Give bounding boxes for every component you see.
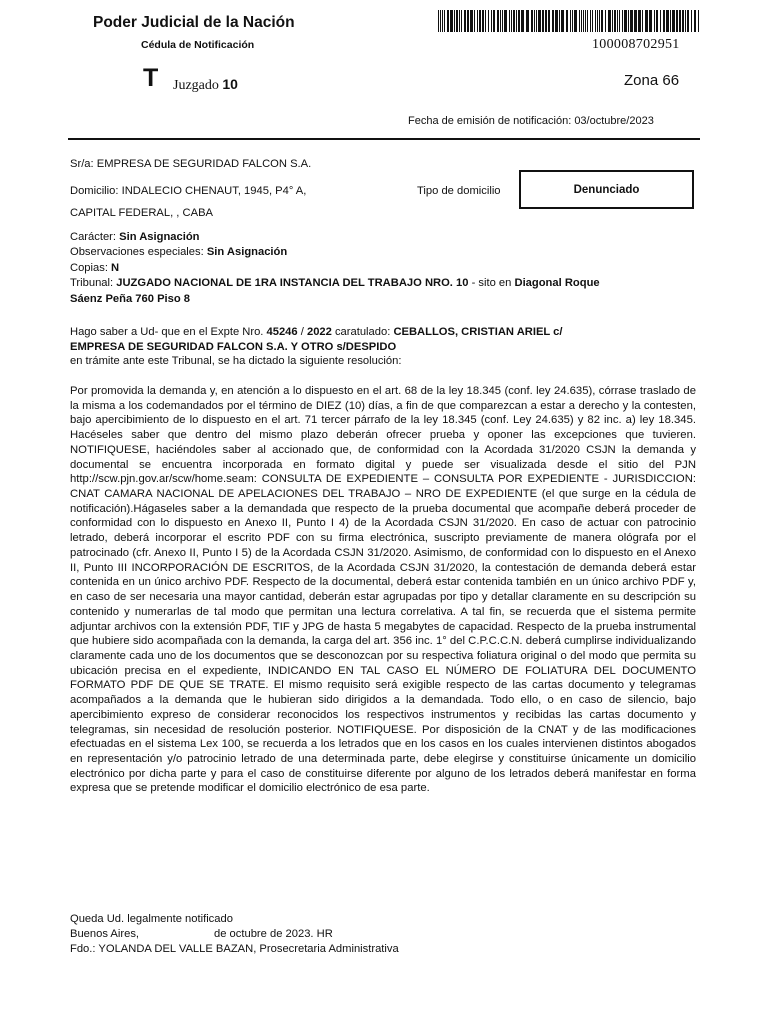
tribunal-value: JUZGADO NACIONAL DE 1RA INSTANCIA DEL TRABAJO NRO. 10 <box>116 277 469 289</box>
observaciones-value: Sin Asignación <box>206 246 288 258</box>
expediente-anio: 2022 <box>306 326 332 338</box>
recipient-ciudad: CAPITAL FEDERAL, , CABA <box>70 207 213 219</box>
expediente-sep: / <box>297 326 307 338</box>
recipient-name: Sr/a: EMPRESA DE SEGURIDAD FALCON S.A. <box>70 158 312 170</box>
caracter-value: Sin Asignación <box>119 231 200 243</box>
lugar-line: Buenos Aires, <box>70 928 140 940</box>
header-divider <box>68 138 700 140</box>
expediente-numero: 45246 <box>266 326 298 338</box>
tribunal-line <box>70 276 696 291</box>
caratula-part-2: EMPRESA DE SEGURIDAD FALCON S.A. Y OTRO s/DESPIDO <box>70 341 397 353</box>
tipo-domicilio-box <box>519 170 694 209</box>
tribunal-letter: T <box>143 64 159 92</box>
zona-label: Zona 66 <box>624 72 680 89</box>
caracter-label: Carácter: <box>70 231 120 243</box>
juzgado-number: 10 <box>222 76 238 92</box>
tribunal-label: Tribunal: <box>70 277 117 289</box>
caracter-line <box>70 230 200 245</box>
fecha-line: de octubre de 2023. HR <box>214 928 333 940</box>
notificado-line: Queda Ud. legalmente notificado <box>70 913 233 925</box>
juzgado-line <box>173 76 238 94</box>
copias-label: Copias: <box>70 262 112 274</box>
observaciones-label: Observaciones especiales: <box>70 246 207 258</box>
barcode-image <box>438 10 700 32</box>
expediente-intro: Hago saber a Ud- que en el Expte Nro. <box>70 326 267 338</box>
fecha-emision: Fecha de emisión de notificación: 03/octubre/2023 <box>408 115 654 127</box>
sito-value-cont: Sáenz Peña 760 Piso 8 <box>70 293 191 305</box>
copias-line <box>70 261 119 276</box>
document-type: Cédula de Notificación <box>141 39 255 51</box>
tribunal-address-cont <box>70 292 190 307</box>
tipo-domicilio-label: Tipo de domicilio <box>417 185 501 197</box>
copias-value: N <box>111 262 120 274</box>
institution-title: Poder Judicial de la Nación <box>93 14 295 31</box>
caratula-part-1: CEBALLOS, CRISTIAN ARIEL c/ <box>393 326 563 338</box>
recipient-domicilio: Domicilio: INDALECIO CHENAUT, 1945, P4° A, <box>70 185 307 197</box>
caratulado-label: caratulado: <box>331 326 394 338</box>
tipo-domicilio-value: Denunciado <box>573 183 640 196</box>
barcode-number: 100008702951 <box>592 37 680 52</box>
expediente-line <box>70 325 696 340</box>
tramite-line: en trámite ante este Tribunal, se ha dictado la siguiente resolución: <box>70 355 402 367</box>
caratula-cont <box>70 340 396 355</box>
sito-value: Diagonal Roque <box>514 277 600 289</box>
firma-line: Fdo.: YOLANDA DEL VALLE BAZAN, Prosecretaria Administrativa <box>70 943 399 955</box>
sito-label: - sito en <box>468 277 515 289</box>
resolution-text: Por promovida la demanda y, en atención a lo dispuesto en el art. 68 de la ley 18.345 (conf. ley 24.635), córrase traslado de la misma a los codemandados por el término de DIEZ (10) días, a fin de que comparezcan a estar a derecho y la contesten, bajo apercibimiento de lo dispuesto en el art. 71 tercer párrafo de la ley 18.345 (conf. Ley 24.635) y 82 inc. a) ley 18.345. Hacéseles saber que dentro del mismo plazo deberán ofrecer prueba y oponer las excepciones que tuvieren. NOTIFIQUESE, haciéndoles saber al accionado que, de conformidad con la Acordada 31/2020 CSJN la demanda y documental se encuentra incorporada en formato digital y puede ser visualizada desde el sitio del PJN http://scw.pjn.gov.ar/scw/home.seam: CONSULTA DE EXPEDIENTE – CONSULTA POR EXPEDIENTE - JURISDICCION: CNAT CAMARA NACIONAL DE APELACIONES DEL TRABAJO – NRO DE EXPEDIENTE (el que surge en la cédula de notificación).Hágaseles saber a la demandada que respecto de la prueba documental que acompañe deberá proceder de conformidad con lo dispuesto en Anexo II, Punto I 4) de la Acordada CSJN 31/2020. En caso de actuar con patrocinio letrado, deberá incorporar el escrito PDF con su firma electrónica, suscripto previamente de manera ológrafa por el patrocinado (cfr. Anexo II, Punto I 5) de la Acordada CSJN 31/2020. Asimismo, de conformidad con lo dispuesto en el Anexo II, Punto III INCORPORACIÓN DE ESCRITOS, de la Acordada CSJN 31/2020, la contestación de demanda deberá estar contenida en un único archivo PDF. Respecto de la documental, deberá estar contenida también en un único archivo PDF y, en caso de ser necesaria una mayor cantidad, deberán estar agrupadas por tipo y detallar claramente en su descripción su contenido y numerarlas de tal modo que permitan una lectura correlativa. A tal fin, se recuerda que el sistema permite adjuntar archivos con la extensión PDF, TIF y JPG de hasta 5 megabytes de capacidad. Respecto de la prueba instrumental que hubiere sido acompañada con la demanda, la carga del art. 356 inc. 1° del C.P.C.C.N. deberá cumplirse individualizando claramente cada uno de los documentos que se desconozcan por su respectiva foliatura original o del modo que permita su ubicación precisa en el expediente, INDICANDO EN TAL CASO EL NÚMERO DE FOLIATURA DEL DOCUMENTO FORMATO PDF DE QUE SE TRATE. El mismo requisito será exigible respecto de las cartas documento y telegramas acompañados a la demanda que le hubieran sido dirigidos a la demandada. Todo ello, o en caso de silencio, bajo apercibimiento expreso de considerar reconocidos los respectivos instrumentos y recibidas las cartas documento y telegramas, sin necesidad de resolución posterior. NOTIFIQUESE. Por disposición de la CNAT y de las modificaciones efectuadas en el sistema Lex 100, se recuerda a los letrados que en los casos en los cuales intervienen distintos abogados en representación y/o patrocinio letrado de una determinada parte, debe elegirse y constituirse únicamente un domicilio electrónico por dicha parte y para el caso de constituirse diferente por alguno de los letrados deberá manifestar en forma expresa que se pretende modificar el domicilio electrónico de esa parte. <box>70 385 696 795</box>
observaciones-line <box>70 245 287 260</box>
juzgado-label: Juzgado <box>173 78 219 93</box>
